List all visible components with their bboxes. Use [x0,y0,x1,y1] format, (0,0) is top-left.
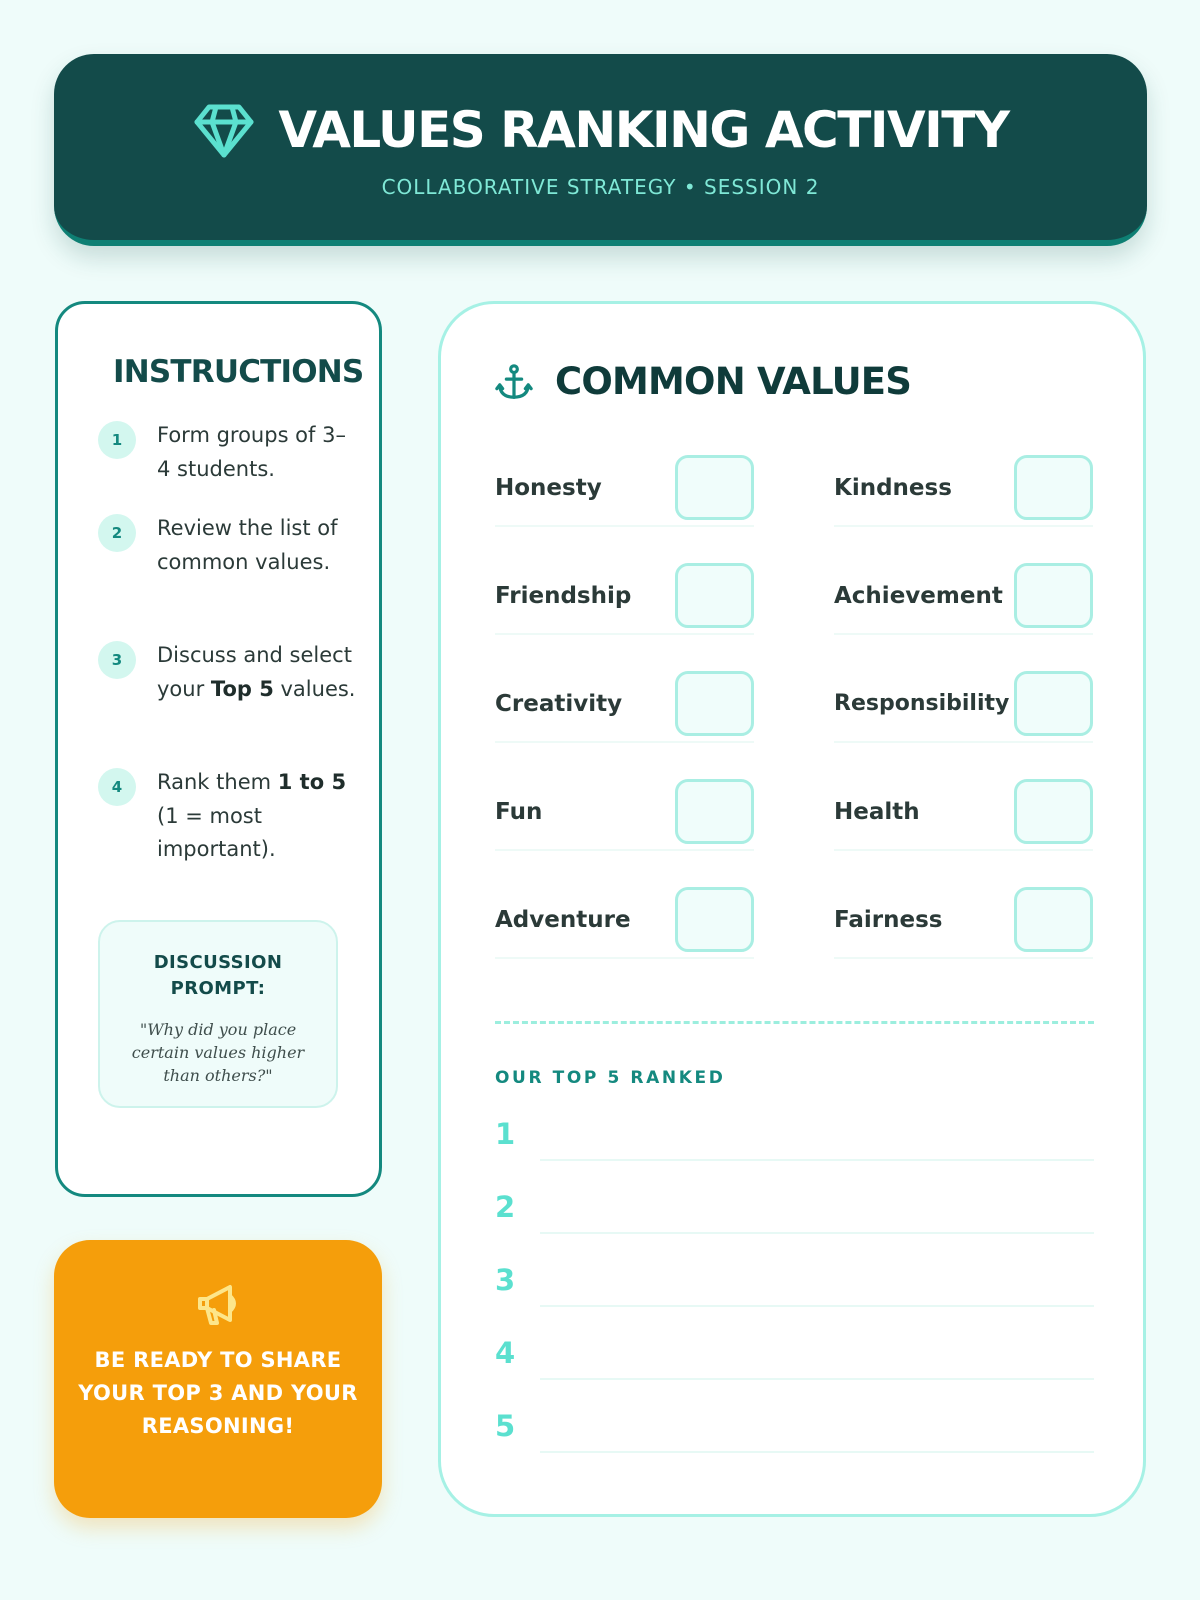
rank-input-box[interactable] [675,779,754,844]
value-item-health [834,771,1093,851]
gem-icon [192,98,256,162]
step-number-badge: 1 [98,421,136,459]
anchor-icon [495,363,533,401]
rank-input-box[interactable] [1014,779,1093,844]
rank-write-line[interactable] [540,1305,1094,1307]
discussion-prompt-quote: "Why did you place certain values higher than others?" [131,1020,305,1085]
rank-number: 3 [495,1263,516,1297]
value-label: Friendship [495,583,632,609]
value-label: Achievement [834,583,1003,609]
header-title-row [54,98,1147,162]
ranked-row [495,1328,1094,1388]
ranked-row [495,1109,1094,1169]
share-callout [54,1240,382,1518]
value-item-fun [495,771,754,851]
step-text: Discuss and select your Top 5 values. [157,643,356,701]
step-text: Review the list of common values. [157,516,338,574]
top5-heading: OUR TOP 5 RANKED [495,1068,726,1088]
value-item-responsibility [834,663,1093,743]
rank-input-box[interactable] [675,455,754,520]
rank-input-box[interactable] [675,671,754,736]
step-number-badge: 3 [98,641,136,679]
value-item-fairness [834,879,1093,959]
step-number-badge: 2 [98,514,136,552]
rank-write-line[interactable] [540,1232,1094,1234]
rank-input-box[interactable] [675,563,754,628]
section-divider [495,1021,1094,1024]
discussion-prompt-label: DISCUSSION PROMPT: [153,952,283,999]
value-label: Fun [495,799,543,825]
value-label: Fairness [834,907,943,933]
ranked-row [495,1401,1094,1461]
value-label: Creativity [495,691,623,717]
callout-text: BE READY TO SHARE YOUR TOP 3 AND YOUR REASONING! [78,1348,358,1438]
rank-input-box[interactable] [1014,887,1093,952]
ranked-row [495,1255,1094,1315]
rank-number: 5 [495,1409,516,1443]
value-label: Health [834,799,920,825]
page-title: VALUES RANKING ACTIVITY [278,101,1009,159]
step-text: Rank them 1 to 5 (1 = most important). [157,770,347,861]
value-label: Honesty [495,475,602,501]
rank-number: 1 [495,1117,516,1151]
value-item-adventure [495,879,754,959]
common-values-card [438,301,1146,1517]
step-emphasis: Top 5 [210,676,274,701]
rank-input-box[interactable] [1014,671,1093,736]
ranked-row [495,1182,1094,1242]
rank-number: 2 [495,1190,516,1224]
value-label: Responsibility [834,691,1010,716]
value-item-friendship [495,555,754,635]
instructions-card [55,301,382,1197]
page-subtitle: COLLABORATIVE STRATEGY • SESSION 2 [381,175,820,199]
value-label: Kindness [834,475,952,501]
step-number-badge: 4 [98,768,136,806]
rank-write-line[interactable] [540,1159,1094,1161]
value-item-honesty [495,447,754,527]
rank-write-line[interactable] [540,1451,1094,1453]
value-item-kindness [834,447,1093,527]
header-banner [54,54,1147,246]
discussion-prompt-box [98,920,338,1108]
step-emphasis: 1 to 5 [277,770,347,794]
values-title-row [495,360,911,403]
values-title: COMMON VALUES [555,360,912,403]
megaphone-icon [194,1280,244,1330]
step-text: Form groups of 3–4 students. [157,423,346,481]
rank-input-box[interactable] [675,887,754,952]
rank-write-line[interactable] [540,1378,1094,1380]
instructions-title: INSTRUCTIONS [113,354,364,390]
value-item-achievement [834,555,1093,635]
rank-number: 4 [495,1336,516,1370]
value-item-creativity [495,663,754,743]
value-label: Adventure [495,907,631,933]
rank-input-box[interactable] [1014,455,1093,520]
rank-input-box[interactable] [1014,563,1093,628]
